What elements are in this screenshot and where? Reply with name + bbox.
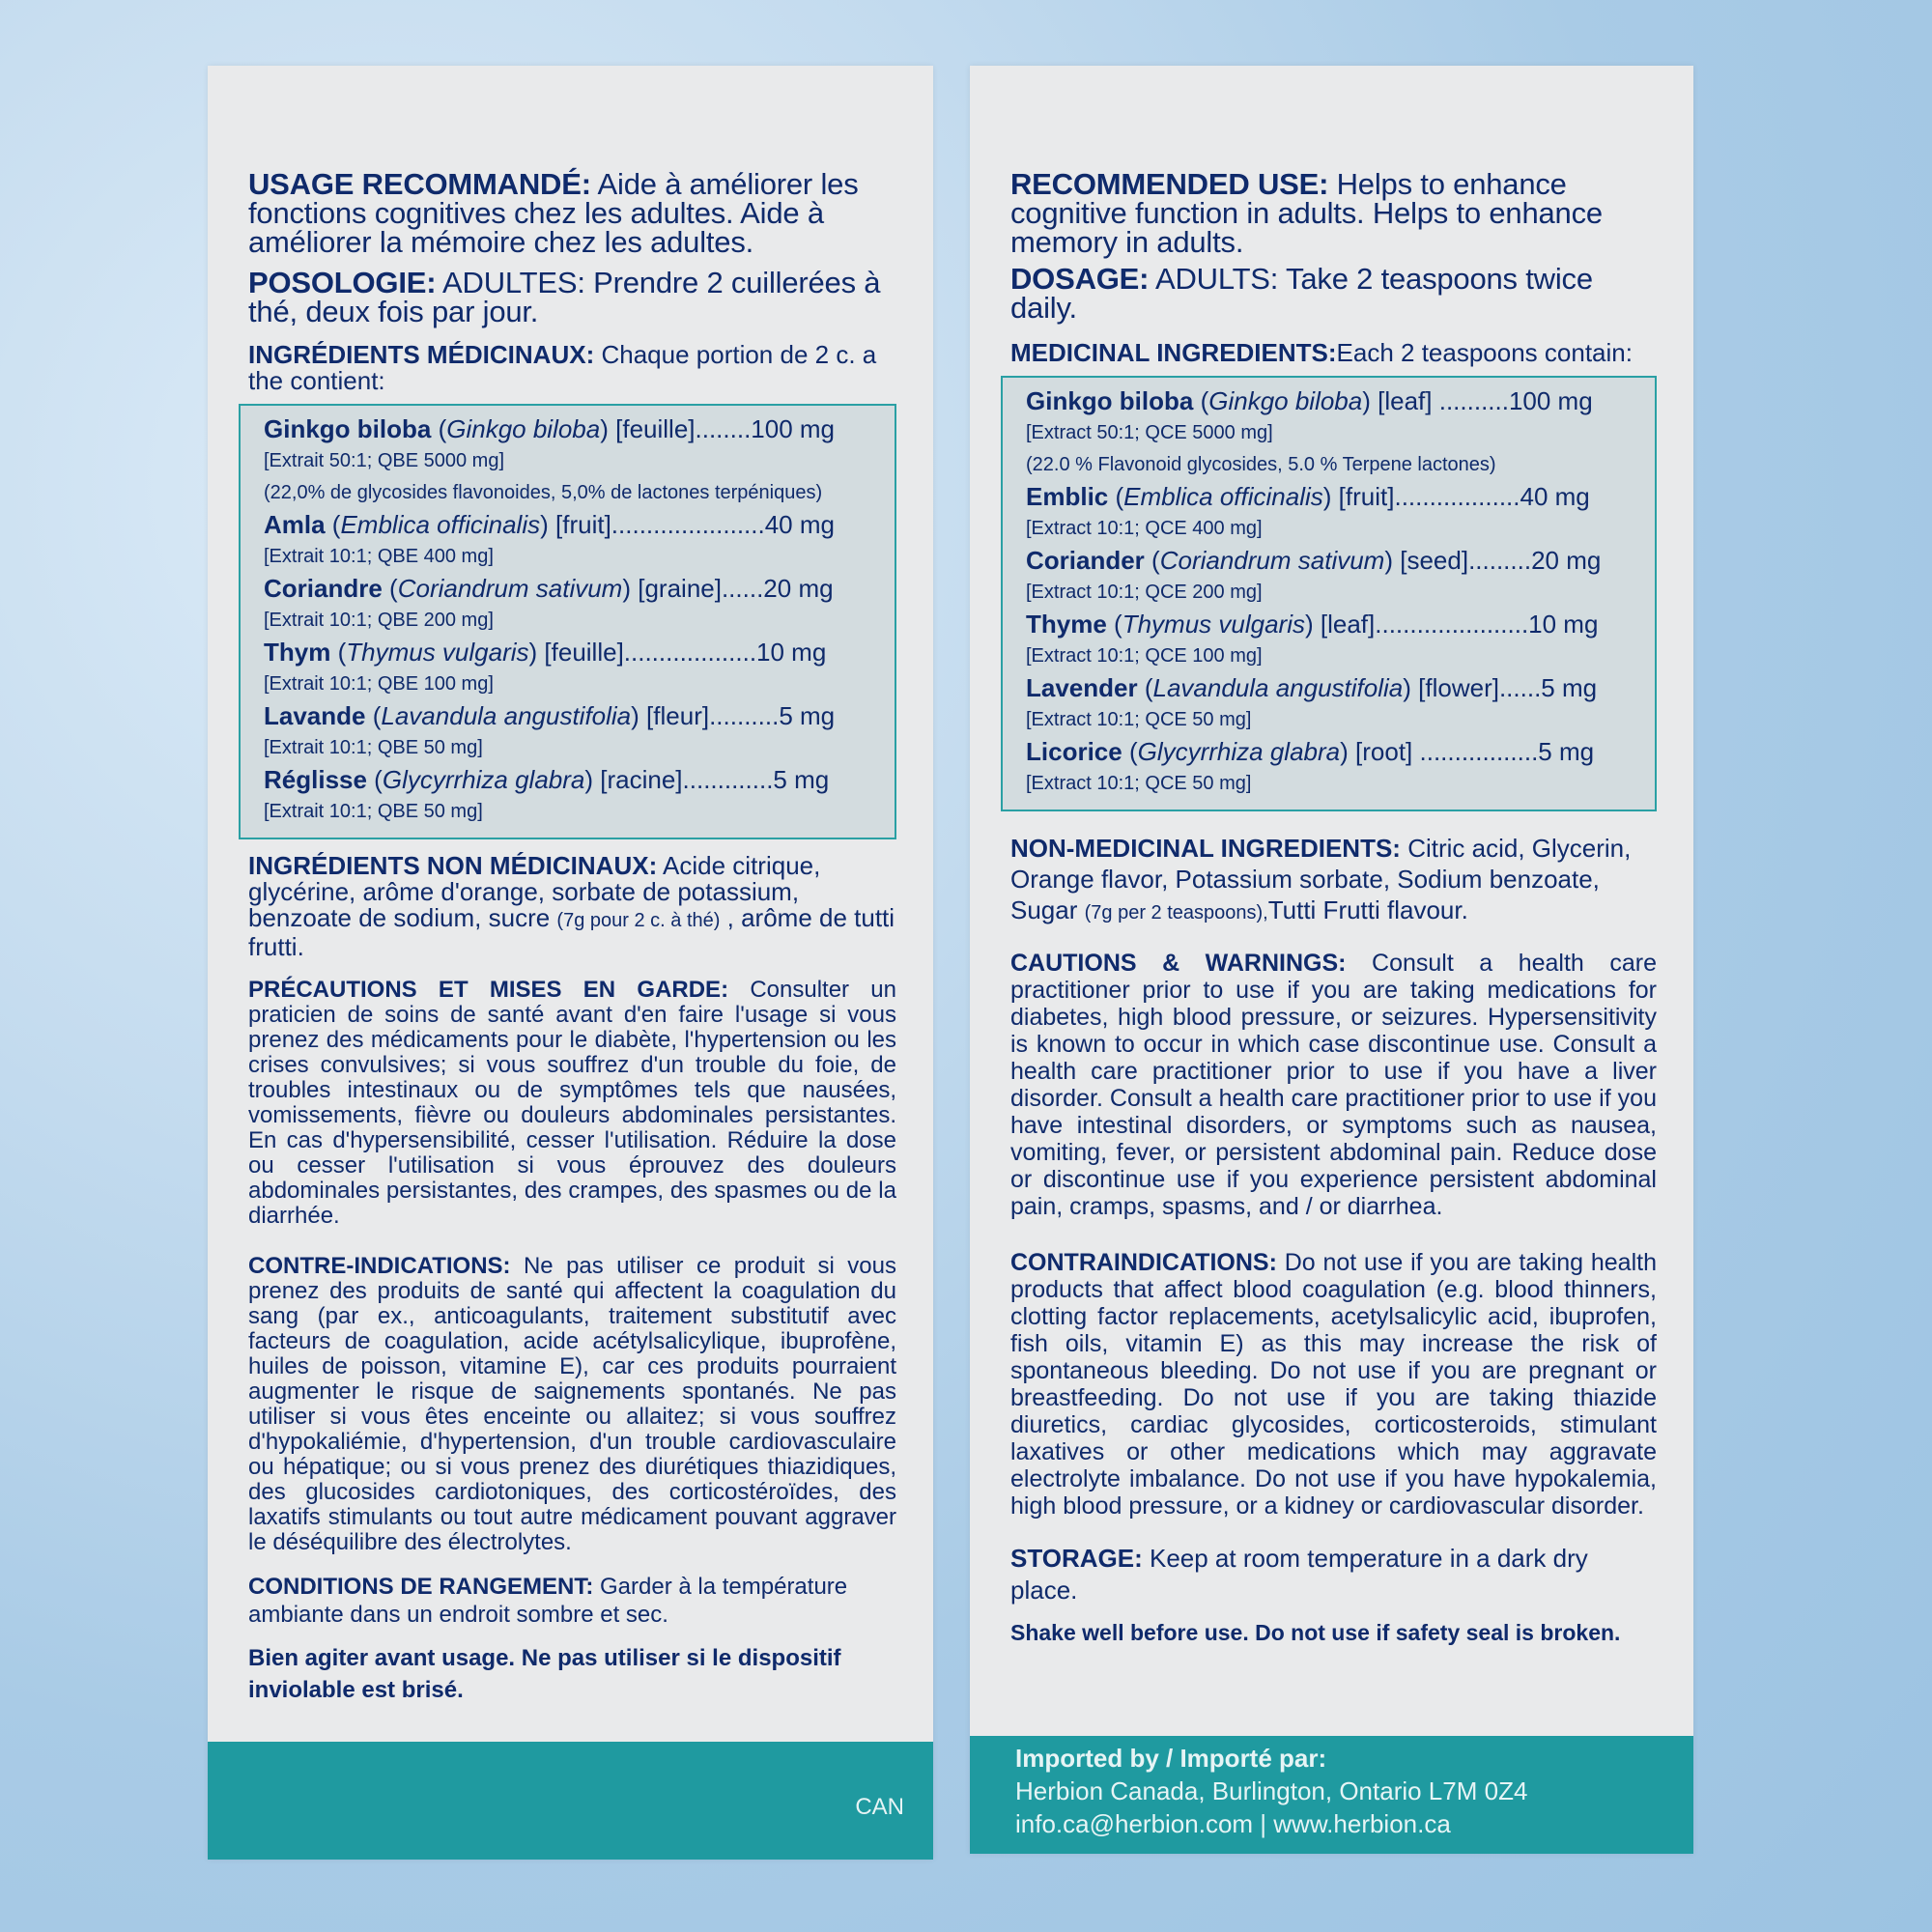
fr-ingredients-box xyxy=(239,404,896,839)
ingredient-latin: Emblica officinalis xyxy=(340,510,541,539)
ingredient-latin: Lavandula angustifolia xyxy=(381,701,632,730)
ingredient-latin: Lavandula angustifolia xyxy=(1152,673,1404,702)
fr-nonmedicinal-text: Acide citrique, glycérine, arôme d'orange, sorbate de potassium, benzoate de sodium, sucre xyxy=(248,851,821,932)
importer-address: Herbion Canada, Burlington, Ontario L7M 0Z4 xyxy=(1015,1776,1528,1805)
ingredient-name: Amla xyxy=(264,510,326,539)
fr-cautions xyxy=(248,978,896,1229)
en-nonmedicinal-note: (7g per 2 teaspoons), xyxy=(1084,902,1268,923)
ingredient-name: Lavender xyxy=(1026,673,1138,702)
ingredient-detail: [Extract 10:1; QCE 100 mg] xyxy=(1026,645,1263,667)
en-dosage-text: ADULTS: Take 2 teaspoons twice daily. xyxy=(1010,262,1593,325)
fr-posologie-label: POSOLOGIE: xyxy=(248,266,437,299)
en-cautions xyxy=(1010,950,1657,1220)
french-content xyxy=(248,100,896,1706)
ingredient-latin: Ginkgo biloba xyxy=(1208,386,1363,415)
ingredient-name: Coriandre xyxy=(264,574,383,603)
fr-nonmedicinal-note: (7g pour 2 c. à thé) xyxy=(556,910,721,931)
ingredient-line: Coriander (Coriandrum sativum) [seed].........20 mg xyxy=(1026,546,1602,575)
ingredient-detail: (22,0% de glycosides flavonoides, 5,0% de lactones terpéniques) xyxy=(264,482,823,503)
fr-storage-text: Garder à la température ambiante dans un endroit sombre et sec. xyxy=(248,1574,848,1628)
ingredient-line: Coriandre (Coriandrum sativum) [graine]......20 mg xyxy=(264,574,834,603)
ingredient-amount: [fleur]..........5 mg xyxy=(639,701,836,730)
ingredient-latin: Glycyrrhiza glabra xyxy=(1137,737,1341,766)
en-dosage-label: DOSAGE: xyxy=(1010,262,1150,296)
ingredient-detail: [Extract 10:1; QCE 400 mg] xyxy=(1026,518,1263,539)
ingredient-name: Thyme xyxy=(1026,610,1107,639)
en-shake-warning: Shake well before use. Do not use if safety seal is broken. xyxy=(1010,1620,1621,1645)
fr-storage xyxy=(248,1573,896,1629)
ingredient-latin: Coriandrum sativum xyxy=(397,574,623,603)
french-label-panel xyxy=(208,66,933,1860)
ingredient-name: Thym xyxy=(264,638,331,667)
fr-posologie xyxy=(248,266,896,328)
ingredient-line: Thyme (Thymus vulgaris) [leaf]......................10 mg xyxy=(1026,610,1599,639)
ingredient-amount: [leaf]......................10 mg xyxy=(1313,610,1599,639)
ingredient-line: Licorice (Glycyrrhiza glabra) [root] .................5 mg xyxy=(1026,737,1595,766)
fr-usage xyxy=(248,167,896,259)
fr-usage-text: Aide à améliorer les fonctions cognitives chez les adultes. Aide à améliorer la mémoire chez les adultes. xyxy=(248,167,859,259)
ingredient-detail: [Extract 10:1; QCE 50 mg] xyxy=(1026,773,1252,794)
ingredient-amount: [fruit]......................40 mg xyxy=(548,510,835,539)
en-nonmedicinal-label: NON-MEDICINAL INGREDIENTS: xyxy=(1010,834,1401,863)
fr-medicinal-text: Chaque portion de 2 c. a the contient: xyxy=(248,340,877,395)
fr-usage-label: USAGE RECOMMANDÉ: xyxy=(248,167,591,201)
en-storage-text: Keep at room temperature in a dark dry place. xyxy=(1010,1544,1588,1605)
fr-posologie-text: ADULTES: Prendre 2 cuillerées à thé, deux fois par jour. xyxy=(248,266,881,328)
ingredient-name: Lavande xyxy=(264,701,366,730)
ingredient-name: Licorice xyxy=(1026,737,1122,766)
en-nonmedicinal-text-end: Tutti Frutti flavour. xyxy=(1267,895,1468,924)
fr-nonmedicinal-label: INGRÉDIENTS NON MÉDICINAUX: xyxy=(248,851,658,880)
ingredient-amount: [graine]......20 mg xyxy=(631,574,834,603)
importer-info xyxy=(1015,1742,1527,1840)
country-code: CAN xyxy=(855,1794,904,1820)
ingredient-detail: [Extrait 10:1; QBE 200 mg] xyxy=(264,610,494,631)
fr-footer-band xyxy=(208,1742,933,1860)
en-dosage xyxy=(1010,262,1657,325)
en-contraindications-label: CONTRAINDICATIONS: xyxy=(1010,1249,1277,1276)
ingredient-detail: [Extrait 50:1; QBE 5000 mg] xyxy=(264,450,505,471)
importer-contact: info.ca@herbion.com | www.herbion.ca xyxy=(1015,1809,1451,1838)
ingredient-detail: [Extrait 10:1; QBE 50 mg] xyxy=(264,737,483,758)
ingredient-name: Coriander xyxy=(1026,546,1145,575)
ingredient-line: Ginkgo biloba (Ginkgo biloba) [feuille]........100 mg xyxy=(264,414,836,443)
en-storage xyxy=(1010,1543,1657,1606)
fr-contraindications-text: Ne pas utiliser ce produit si vous prenez des produits de santé qui affectent la coagulation du sang (par ex., anticoagulants, traitement substitutif avec facteurs de coagulation, acide acétylsalicylique, ibuprofène, huiles de poisson, vitamine E), car ces produits pourraient augmenter le risque de saignements spontanés. Ne pas utiliser si vous êtes enceinte ou allaitez; si vous souffrez d'hypokaliémie, d'hypertension, d'un trouble cardiovasculaire ou hépatique; ou si vous prenez des diurétiques thiazidiques, des glucosides cardiotoniques, des corticostéroïdes, des laxatifs stimulants ou tout autre médicament pouvant aggraver le déséquilibre des électrolytes. xyxy=(248,1253,896,1555)
ingredient-latin: Ginkgo biloba xyxy=(446,414,601,443)
fr-cautions-label: PRÉCAUTIONS ET MISES EN GARDE: xyxy=(248,977,729,1003)
en-footer-band xyxy=(970,1736,1693,1854)
english-content xyxy=(1010,100,1657,1645)
ingredient-name: Emblic xyxy=(1026,482,1109,511)
ingredient-detail: [Extract 10:1; QCE 50 mg] xyxy=(1026,709,1252,730)
ingredient-amount: [racine].............5 mg xyxy=(593,765,830,794)
en-medicinal-label: MEDICINAL INGREDIENTS: xyxy=(1010,338,1337,367)
imported-by-label: Imported by / Importé par: xyxy=(1015,1744,1327,1773)
ingredient-latin: Glycyrrhiza glabra xyxy=(382,765,585,794)
en-ingredients-box xyxy=(1001,376,1657,811)
english-label-panel xyxy=(970,66,1693,1854)
fr-nonmedicinal-text-end: , arôme de tutti frutti. xyxy=(248,903,895,961)
ingredient-latin: Thymus vulgaris xyxy=(1122,610,1305,639)
en-storage-label: STORAGE: xyxy=(1010,1544,1143,1573)
fr-storage-label: CONDITIONS DE RANGEMENT: xyxy=(248,1574,594,1600)
ingredient-amount: [feuille]........100 mg xyxy=(608,414,836,443)
ingredient-amount: [seed].........20 mg xyxy=(1393,546,1602,575)
ingredient-line: Thym (Thymus vulgaris) [feuille]...................10 mg xyxy=(264,638,827,667)
fr-cautions-text: Consulter un praticien de soins de santé avant d'en faire l'usage si vous prenez des médicaments pour le diabète, l'hypertension ou les crises convulsives; si vous souffrez d'un trouble du foie, de troubles intestinaux ou de symptômes tels que nausées, vomissements, fièvre ou douleurs abdominales persistantes. En cas d'hypersensibilité, cesser l'utilisation. Réduire la dose ou cesser l'utilisation si vous éprouvez des douleurs abdominales persistantes, des crampes, des spasmes ou de la diarrhée. xyxy=(248,977,896,1229)
ingredient-amount: [feuille]...................10 mg xyxy=(537,638,827,667)
ingredient-line: Emblic (Emblica officinalis) [fruit]..................40 mg xyxy=(1026,482,1590,511)
en-medicinal-text: Each 2 teaspoons contain: xyxy=(1336,338,1633,367)
ingredient-detail: [Extract 50:1; QCE 5000 mg] xyxy=(1026,422,1273,443)
ingredient-name: Réglisse xyxy=(264,765,367,794)
en-cautions-text: Consult a health care practitioner prior to use if you are taking medications for diabetes, high blood pressure, or seizures. Hypersensitivity is known to occur in which case discontinue use. Consult a health care practitioner prior to use if you have a liver disorder. Consult a health care practitioner prior to use if you have intestinal disorders, or symptoms such as nausea, vomiting, fever, or persistent abdominal pain. Reduce dose or discontinue use if you experience persistent abdominal pain, cramps, spasms, and / or diarrhea. xyxy=(1010,950,1657,1220)
ingredient-line: Lavender (Lavandula angustifolia) [flower]......5 mg xyxy=(1026,673,1598,702)
ingredient-detail: [Extrait 10:1; QBE 50 mg] xyxy=(264,801,483,822)
ingredient-line: Réglisse (Glycyrrhiza glabra) [racine].............5 mg xyxy=(264,765,830,794)
ingredient-amount: [flower]......5 mg xyxy=(1410,673,1598,702)
en-cautions-label: CAUTIONS & WARNINGS: xyxy=(1010,950,1347,977)
en-usage-text: Helps to enhance cognitive function in adults. Helps to enhance memory in adults. xyxy=(1010,167,1603,259)
ingredient-amount: [leaf] ..........100 mg xyxy=(1370,386,1593,415)
fr-medicinal-label: INGRÉDIENTS MÉDICINAUX: xyxy=(248,340,595,369)
ingredient-line: Ginkgo biloba (Ginkgo biloba) [leaf] ..........100 mg xyxy=(1026,386,1593,415)
en-contraindications-text: Do not use if you are taking health products that affect blood coagulation (e.g. blood thinners, clotting factor replacements, acetylsalicylic acid, ibuprofen, fish oils, vitamin E) as this may increase the risk of spontaneous bleeding. Do not use if you are pregnant or breastfeeding. Do not use if you are taking thiazide diuretics, cardiac glycosides, corticosteroids, stimulant laxatives or other medications which may aggravate electrolyte imbalance. Do not use if you have hypokalemia, high blood pressure, or a kidney or cardiovascular disorder. xyxy=(1010,1249,1657,1520)
ingredient-detail: [Extrait 10:1; QBE 400 mg] xyxy=(264,546,494,567)
en-usage-label: RECOMMENDED USE: xyxy=(1010,167,1329,201)
fr-medicinal-heading xyxy=(248,342,896,394)
ingredient-detail: [Extrait 10:1; QBE 100 mg] xyxy=(264,673,494,695)
ingredient-detail: (22.0 % Flavonoid glycosides, 5.0 % Terpene lactones) xyxy=(1026,454,1496,475)
ingredient-latin: Coriandrum sativum xyxy=(1159,546,1385,575)
ingredient-latin: Emblica officinalis xyxy=(1123,482,1323,511)
ingredient-name: Ginkgo biloba xyxy=(264,414,432,443)
en-medicinal-heading xyxy=(1010,340,1657,366)
fr-nonmedicinal xyxy=(248,853,896,960)
en-nonmedicinal xyxy=(1010,833,1657,928)
en-contraindications xyxy=(1010,1249,1657,1520)
fr-contraindications-label: CONTRE-INDICATIONS: xyxy=(248,1253,511,1279)
ingredient-amount: [root] .................5 mg xyxy=(1348,737,1595,766)
ingredient-detail: [Extract 10:1; QCE 200 mg] xyxy=(1026,582,1263,603)
ingredient-line: Amla (Emblica officinalis) [fruit]......................40 mg xyxy=(264,510,835,539)
ingredient-line: Lavande (Lavandula angustifolia) [fleur]..........5 mg xyxy=(264,701,836,730)
en-usage xyxy=(1010,167,1657,259)
en-nonmedicinal-text: Citric acid, Glycerin, Orange flavor, Potassium sorbate, Sodium benzoate, Sugar xyxy=(1010,834,1632,924)
fr-contraindications xyxy=(248,1254,896,1555)
ingredient-name: Ginkgo biloba xyxy=(1026,386,1194,415)
ingredient-amount: [fruit]..................40 mg xyxy=(1331,482,1590,511)
ingredient-latin: Thymus vulgaris xyxy=(346,638,529,667)
fr-shake-warning: Bien agiter avant usage. Ne pas utiliser si le dispositif inviolable est brisé. xyxy=(248,1645,841,1703)
